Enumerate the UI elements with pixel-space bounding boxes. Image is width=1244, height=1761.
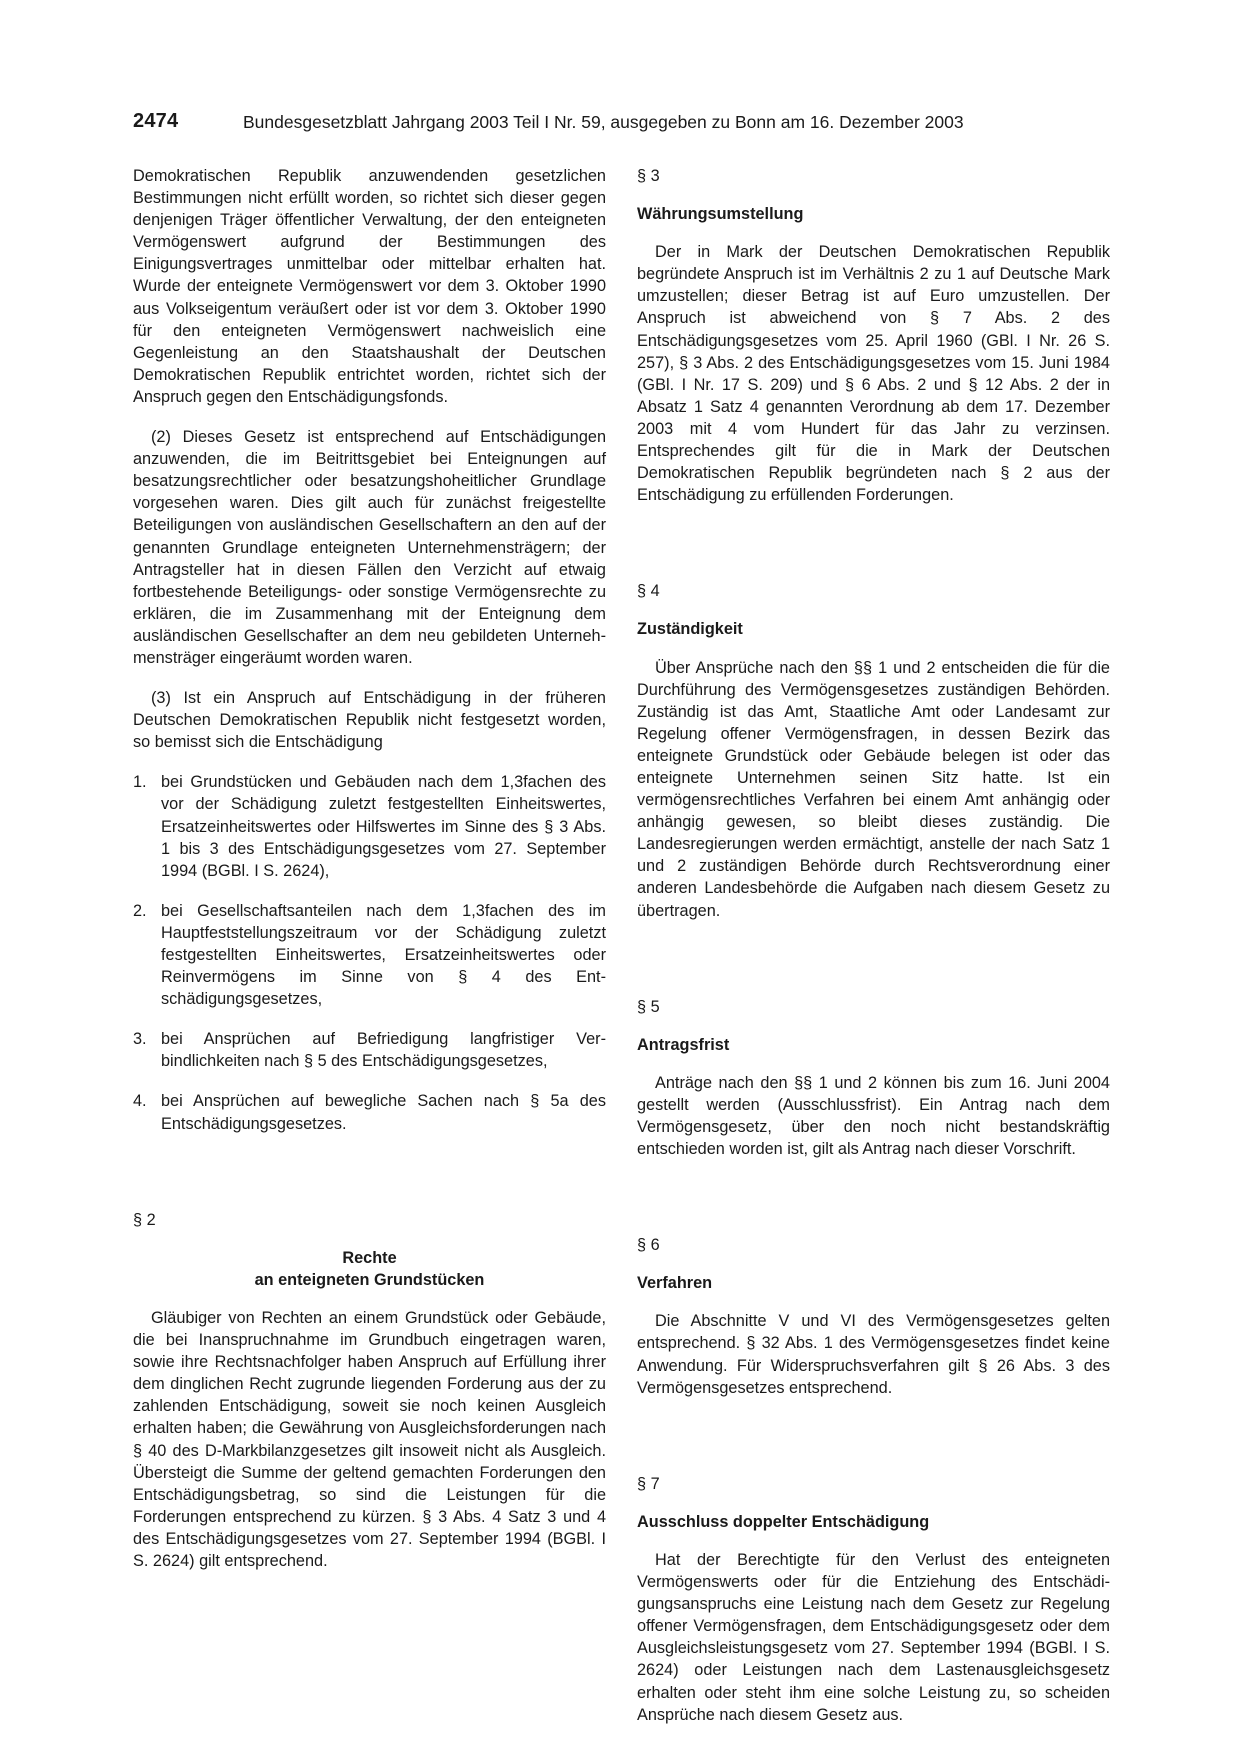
section-2 <box>133 1209 606 1572</box>
paragraph-2: (2) Dieses Gesetz ist entsprechend auf Entschädigungen anzuwenden, die im Beitrittsgebiet bei Enteignungen auf besatzungsrechtlicher oder besatzungshoheitlicher Grundlage vorgesehen waren. Dies gilt auch für zunächst freigestellte Beteiligungen von ausländischen Gesellschaftern an den auf der genannten Grundlage enteigneten Unternehmensträgern; der Antragsteller hat in diesen Fällen den Verzicht auf etwaig fortbestehende Beteiligungs- oder sonstige Vermögensrechte zu erklären, die im Zusammenhang mit der Enteignung dem ausländischen Gesellschafter an dem neu gebildeten Unternehmensträger eingeräumt worden waren. <box>133 428 606 667</box>
section-body: Der in Mark der Deutschen Demokratischen Republik begründete Anspruch ist im Verhältnis 2 zu 1 auf Deutsche Mark umzustellen; dieser Betrag ist auf Euro umzustellen. Der Anspruch ist abweichend von § 7 Abs. 2 des Entschädigungsgesetzes vom 25. April 1960 (GBl. I Nr. 26 S. 257), § 3 Abs. 2 des Entschädigungsgesetzes vom 15. Juni 1984 (GBl. I Nr. 17 S. 209) und § 6 Abs. 2 und § 12 Abs. 2 der in Absatz 1 Satz 4 genannten Verordnung ab dem 17. Dezember 2003 mit 4 vom Hundert für das Jahr zu verzinsen. Entsprechendes gilt für die in Mark der Deutschen Demokratischen Republik begründeten nach § 2 aus der Entschädigung zu erfüllenden Forderungen. <box>637 243 1110 505</box>
section-title: Verfahren <box>637 1274 713 1293</box>
section-title-line: Rechte <box>342 1248 397 1267</box>
section-body: Gläubiger von Rechten an einem Grundstück oder Gebäude, die bei Inanspruchnahme im Grundbuch eingetragen waren, sowie ihre Rechtsnachfolger haben Anspruch auf Erfüllung ihrer dem dinglichen Recht zugrunde liegenden Forderung aus der zu zahlenden Entschädigung, soweit sie noch keinen Ausgleich erhalten haben; die Gewährung von Ausgleichsforderungen nach § 40 des D-Markbilanzgesetzes gilt insoweit nicht als Ausgleich. Übersteigt die Summe der geltend gemachten Forderungen den Entschädigungsbetrag, so sind die Leistungen für die Forderungen entsprechend zu kürzen. § 3 Abs. 4 Satz 3 und 4 des Entschädigungsgesetzes vom 27. September 1994 (BGBl. I S. 2624) gilt entsprechend. <box>133 1308 606 1570</box>
section-number: § 6 <box>637 1236 660 1255</box>
section-body: Hat der Berechtigte für den Verlust des enteigneten Vermögenswerts oder für die Entziehung des Entschädigungsanspruchs eine Leistung nach dem Gesetz zur Regelung offener Vermögensfragen, dem Entschädigungsgesetz oder dem Ausgleichsleistungsgesetz vom 27. September 1994 (BGBl. I S. 2624) oder Leistungen nach dem Lastenausgleichsgesetz erhalten oder steht ihm eine solche Leistung zu, so scheiden Ansprüche nach diesem Gesetz aus. <box>637 1550 1110 1724</box>
section-7 <box>637 1473 1110 1726</box>
section-4 <box>637 580 1110 921</box>
list-item-number: 2. <box>133 901 147 920</box>
list-item <box>133 771 606 881</box>
paragraph-3: (3) Ist ein Anspruch auf Entschädigung in der früheren Deutschen Demokratischen Republik nicht festgesetzt worden, so bemisst sich die Entschädigung <box>133 689 606 752</box>
section-6 <box>637 1234 1110 1399</box>
list-item-text: bei Ansprüchen auf Befriedigung langfristiger Verbindlichkeiten nach § 5 des Entschädigungsgesetzes, <box>161 1030 606 1071</box>
page-number: 2474 <box>133 110 179 132</box>
section-title <box>133 1247 606 1291</box>
section-title: Antragsfrist <box>637 1035 730 1054</box>
section-3 <box>637 165 1110 506</box>
running-head: Bundesgesetzblatt Jahrgang 2003 Teil I Nr. 59, ausgegeben zu Bonn am 16. Dezember 2003 <box>243 112 964 132</box>
section-title: Währungsumstellung <box>637 205 804 224</box>
page-header <box>133 110 1113 142</box>
left-column <box>133 165 606 1572</box>
section-number: § 5 <box>637 997 660 1016</box>
paragraph-continuation: Demokratischen Republik anzuwendenden gesetzlichen Bestimmungen nicht erfüllt worden, so richtet sich dieser gegen denjenigen Träger öffentlicher Verwaltung, der den enteigneten Vermögenswert aufgrund der Bestimmungen des Einigungsvertrages unmittelbar oder mittelbar erhalten hat. Wurde der enteignete Vermögenswert vor dem 3. Oktober 1990 aus Volkseigentum veräußert oder ist vor dem 3. Oktober 1990 für den enteigneten Vermögenswert nachweislich eine Gegenleistung an den Staatshaushalt der Deutschen Demokratischen Republik entrichtet worden, richtet sich der Anspruch gegen den Entschädigungsfonds. <box>133 167 606 406</box>
section-title: Zuständigkeit <box>637 620 743 639</box>
section-number: § 2 <box>133 1210 156 1229</box>
section-body: Anträge nach den §§ 1 und 2 können bis zum 16. Juni 2004 gestellt werden (Ausschlussfrist). Ein Antrag nach dem Vermögensgesetz, über den noch nicht bestandskräftig entschieden worden ist, gilt als Antrag nach dieser Vorschrift. <box>637 1073 1110 1159</box>
list-item-text: bei Gesellschaftsanteilen nach dem 1,3fachen des im Hauptfeststellungszeitraum vor der Schädigung zuletzt festgestellten Einheitswertes, Ersatzeinheitswertes oder Reinvermögens im Sinne von § 4 des Entschädigungsgesetzes, <box>161 901 606 1009</box>
list-item-number: 4. <box>133 1092 147 1111</box>
right-column <box>637 165 1110 1726</box>
section-body: Die Abschnitte V und VI des Vermögensgesetzes gelten entsprechend. § 32 Abs. 1 des Vermögensgesetzes findet keine Anwendung. Für Widerspruchsverfahren gilt § 26 Abs. 3 des Vermögensgesetzes entsprechend. <box>637 1312 1110 1397</box>
list-item <box>133 1028 606 1072</box>
section-number: § 4 <box>637 582 660 601</box>
enumeration-list <box>133 771 606 1134</box>
list-item <box>133 900 606 1010</box>
section-title-line: an enteigneten Grundstücken <box>254 1270 485 1289</box>
list-item-number: 1. <box>133 773 147 792</box>
section-number: § 3 <box>637 167 660 185</box>
list-item-number: 3. <box>133 1030 147 1049</box>
section-body: Über Ansprüche nach den §§ 1 und 2 entscheiden die für die Durchführung des Vermögensgesetzes zuständigen Behörden. Zuständig ist das Amt, Staatliche Amt oder Landesamt zur Regelung offener Vermögensfragen, in dessen Bezirk das enteignete Grundstück oder Gebäude belegen ist oder das enteignete Unternehmen seinen Sitz hatte. Ist ein vermögensrechtliches Verfahren bei einem Amt anhängig oder anhängig gewesen, so bleibt dieses zuständig. Die Landesregierungen werden ermächtigt, anstelle der nach Satz 1 und 2 zuständigen Behörde durch Rechtsverordnung einer anderen Landesbehörde die Aufgaben nach diesem Gesetz zu übertragen. <box>637 658 1110 920</box>
list-item-text: bei Ansprüchen auf bewegliche Sachen nach § 5a des Entschädigungsgesetzes. <box>161 1092 606 1133</box>
list-item-text: bei Grundstücken und Gebäuden nach dem 1,3fachen des vor der Schädigung zuletzt festgestellten Einheitswertes, Ersatzeinheitswertes oder Hilfswertes im Sinne des § 3 Abs. 1 bis 3 des Entschädigungsgesetzes vom 27. September 1994 (BGBl. I S. 2624), <box>161 773 606 880</box>
section-title: Ausschluss doppelter Entschädigung <box>637 1512 930 1531</box>
section-5 <box>637 996 1110 1161</box>
list-item <box>133 1090 606 1134</box>
section-number: § 7 <box>637 1474 660 1493</box>
